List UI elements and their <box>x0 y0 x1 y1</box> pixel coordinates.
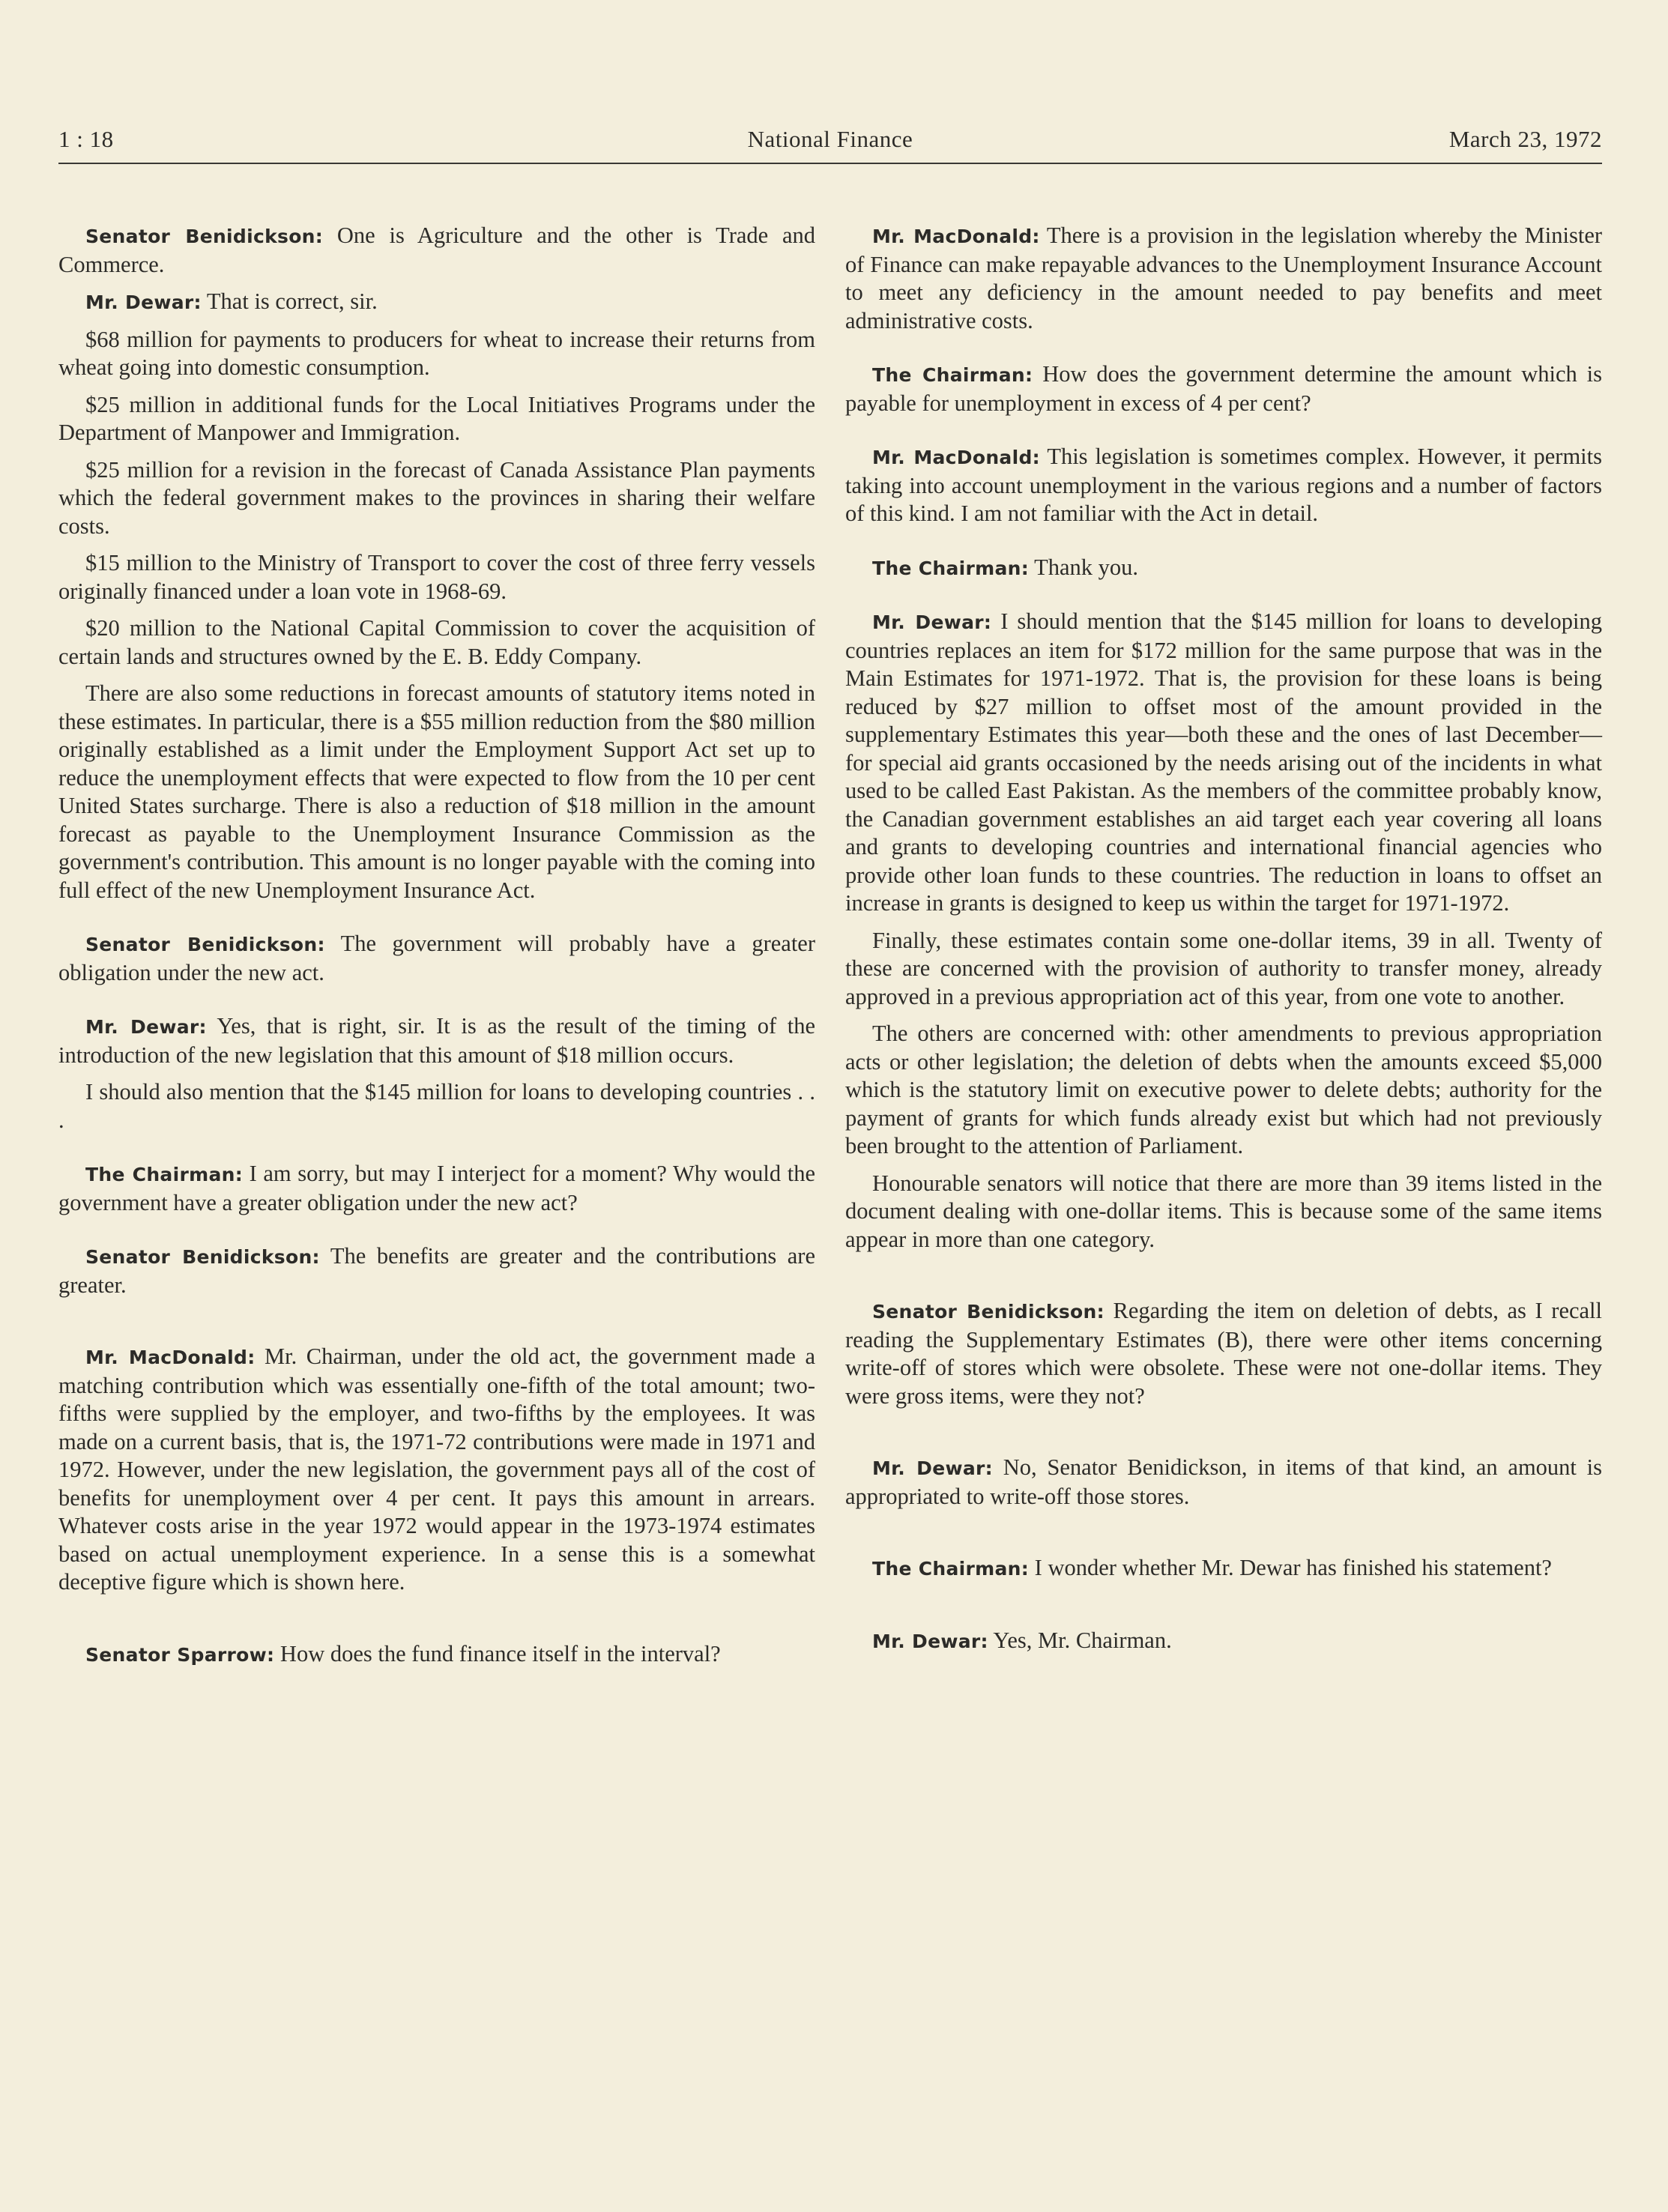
paragraph-text: There are also some reductions in forecast amounts of statutory items noted in these estimates. In particular, there is a $55 million reduction from the $80 million originally established as a limit under the Employment Support Act set up to reduce the unemployment effects that were expected to flow from the 10 per cent United States surcharge. There is also a reduction of $18 million in the amount forecast as payable to the Unemployment Insurance Commission as the government's contribution. This amount is no longer payable with the coming into full effect of the new Unemployment Insurance Act. <box>58 680 815 903</box>
paragraph <box>58 456 815 541</box>
speaker-name: Mr. Dewar: <box>872 1630 988 1652</box>
speaker-name: Senator Benidickson: <box>872 1301 1105 1323</box>
paragraph <box>58 930 815 987</box>
paragraph-text: $15 million to the Ministry of Transport to cover the cost of three ferry vessels originally financed under a loan vote in 1968-69. <box>58 550 815 604</box>
header-rule <box>58 163 1602 164</box>
speaker-name: Senator Benidickson: <box>85 934 325 955</box>
paragraph <box>845 1170 1602 1254</box>
speaker-name: Senator Benidickson: <box>85 226 324 247</box>
paragraph <box>845 1554 1602 1583</box>
paragraph <box>58 1160 815 1217</box>
paragraph <box>845 443 1602 528</box>
speaker-name: The Chairman: <box>872 1558 1030 1580</box>
paragraph <box>845 1297 1602 1410</box>
paragraph-text: $25 million for a revision in the forecast of Canada Assistance Plan payments which the federal government makes to the provinces in sharing their welfare costs. <box>58 456 815 539</box>
page-number: 1 : 18 <box>58 126 114 152</box>
paragraph <box>845 1454 1602 1511</box>
right-column <box>845 222 1602 1664</box>
paragraph <box>845 1627 1602 1656</box>
paragraph <box>58 549 815 605</box>
paragraph-text: I should mention that the $145 million for loans to developing countries replaces an item for $172 million for the same purpose that was in the Main Estimates for 1971-1972. That is, the provision for these loans is being reduced by $27 million to offset most of the amount provided in the supplementary Estimates this year—both these and the ones of last December—for special aid grants occasioned by the needs arising out of the incidents in what used to be called East Pakistan. As the members of the committee probably know, the Canadian government establishes an aid target each year covering all loans and grants to developing countries and international financial agencies who provide other loan funds to these countries. The reduction in loans to offset an increase in grants is designed to keep us within the target for 1971-1972. <box>845 608 1603 916</box>
speaker-name: Mr. MacDonald: <box>872 226 1040 247</box>
paragraph <box>58 288 815 317</box>
speaker-name: Mr. MacDonald: <box>85 1347 256 1368</box>
paragraph <box>58 1343 815 1597</box>
paragraph <box>58 614 815 671</box>
paragraph-text: $20 million to the National Capital Commission to cover the acquisition of certain lands and structures owned by the E. B. Eddy Company. <box>58 615 815 669</box>
paragraph <box>58 222 815 279</box>
paragraph <box>845 927 1602 1012</box>
paragraph <box>845 222 1602 335</box>
speaker-name: Mr. Dewar: <box>872 611 992 633</box>
page-header <box>58 126 1602 168</box>
paragraph-text: $25 million in additional funds for the Local Initiatives Programs under the Department of Manpower and Immigration. <box>58 391 815 445</box>
speaker-name: Mr. MacDonald: <box>872 447 1040 468</box>
paragraph-text: Finally, these estimates contain some one-dollar items, 39 in all. Twenty of these are concerned with the provision of authority to transfer money, already approved in a previous appropriation act of this year, from one vote to another. <box>845 927 1602 1009</box>
paragraph-text: Yes, that is right, sir. It is as the result of the timing of the introduction of the new legislation that this amount of $18 million occurs. <box>58 1013 816 1068</box>
paragraph-text: The government will probably have a greater obligation under the new act. <box>58 931 815 985</box>
paragraph-text: Regarding the item on deletion of debts, as I recall reading the Supplementary Estimates (B), there were other items concerning write-off of stores which were obsolete. These were not one-dollar items. They were gross items, were they not? <box>845 1298 1603 1409</box>
paragraph-text: I am sorry, but may I interject for a moment? Why would the government have a greater obligation under the new act? <box>58 1161 815 1215</box>
paragraph <box>58 1078 815 1134</box>
paragraph <box>58 1640 815 1669</box>
speaker-name: The Chairman: <box>85 1164 244 1185</box>
paragraph-text: That is correct, sir. <box>206 288 378 314</box>
left-column <box>58 222 815 1678</box>
publication-title: National Finance <box>747 126 913 152</box>
paragraph-text: The others are concerned with: other amendments to previous appropriation acts or other legislation; the deletion of debts when the amounts exceed $5,000 which is the statutory limit on executive power to delete debts; authority for the payment of grants for which funds already exist but which had not previously been brought to the attention of Parliament. <box>845 1021 1602 1158</box>
paragraph <box>845 1020 1602 1161</box>
paragraph-text: This legislation is sometimes complex. However, it permits taking into account unemployment in the various regions and a number of factors of this kind. I am not familiar with the Act in detail. <box>845 444 1603 526</box>
paragraph-text: Thank you. <box>1034 554 1139 580</box>
speaker-name: Mr. Dewar: <box>85 291 202 313</box>
paragraph <box>58 391 815 447</box>
paragraph-text: $68 million for payments to producers for wheat to increase their returns from wheat going into domestic consumption. <box>58 326 815 380</box>
paragraph <box>58 680 815 904</box>
paragraph <box>845 554 1602 583</box>
paragraph-text: Mr. Chairman, under the old act, the government made a matching contribution which was essentially one-fifth of the total amount; two-fifths were supplied by the employer, and two-fifths by the employees. It was made on a current basis, that is, the 1971-72 contributions were made in 1971 and 1972. However, under the new legislation, the government pays all of the cost of benefits for unemployment over 4 per cent. It pays this amount in arrears. Whatever costs arise in the year 1972 would appear in the 1973-1974 estimates based on actual unemployment experience. In a sense this is a somewhat deceptive figure which is shown here. <box>58 1344 816 1595</box>
speaker-name: The Chairman: <box>872 364 1033 386</box>
paragraph-text: No, Senator Benidickson, in items of that kind, an amount is appropriated to write-off those stores. <box>845 1454 1602 1509</box>
paragraph-text: I should also mention that the $145 million for loans to developing countries . . . <box>58 1079 815 1133</box>
paragraph-text: Honourable senators will notice that there are more than 39 items listed in the document dealing with one-dollar items. This is because some of the same items appear in more than one category. <box>845 1170 1602 1252</box>
speaker-name: Senator Sparrow: <box>85 1643 275 1666</box>
paragraph-text: I wonder whether Mr. Dewar has finished his statement? <box>1034 1555 1552 1580</box>
paragraph-text: There is a provision in the legislation whereby the Minister of Finance can make repayable advances to the Unemployment Insurance Account to meet any deficiency in the amount needed to pay benefits and meet administrative costs. <box>845 223 1603 333</box>
paragraph-text: The benefits are greater and the contributions are greater. <box>58 1243 815 1298</box>
speaker-name: Mr. Dewar: <box>85 1016 207 1038</box>
paragraph <box>58 326 815 382</box>
page-date: March 23, 1972 <box>1448 126 1602 152</box>
paragraph <box>845 360 1602 417</box>
paragraph-text: One is Agriculture and the other is Trade and Commerce. <box>58 223 815 277</box>
paragraph-text: How does the fund finance itself in the interval? <box>279 1640 721 1666</box>
paragraph <box>58 1242 815 1299</box>
paragraph-text: Yes, Mr. Chairman. <box>993 1627 1172 1653</box>
speaker-name: The Chairman: <box>872 557 1030 579</box>
speaker-name: Mr. Dewar: <box>872 1457 993 1479</box>
paragraph <box>845 608 1602 918</box>
speaker-name: Senator Benidickson: <box>85 1246 320 1268</box>
paragraph <box>58 1012 815 1069</box>
paragraph-text: How does the government determine the amount which is payable for unemployment in excess of 4 per cent? <box>845 361 1603 416</box>
